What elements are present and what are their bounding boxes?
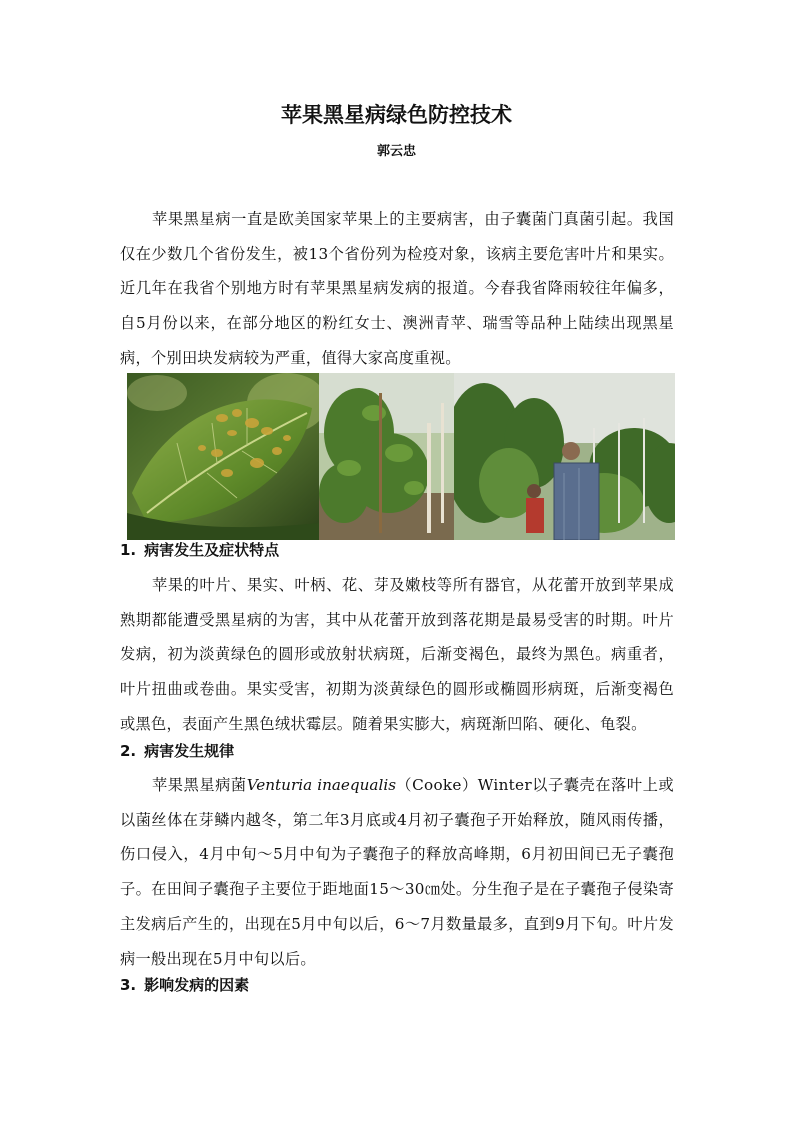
section-heading-text: 影响发病的因素 bbox=[144, 976, 250, 994]
document-title: 苹果黑星病绿色防控技术 bbox=[281, 103, 512, 127]
pathogen-latin-name: Venturia inaequalis bbox=[246, 776, 396, 794]
section-2-text-after: （Cooke）Winter以子囊壳在落叶上或以菌丝体在芽鳞内越冬，第二年3月底或4月初子囊孢子开始释放，随风雨传播，伤口侵入，4月中旬～5月中旬为子囊孢子的释放高峰期，6月初田间已无子囊孢子。在田间子囊孢子主要位于距地面15～30㎝处。分生孢子是在子囊孢子侵染寄主发病后产生的，出现在5月中旬以后，6～7月数量最多，直到9月下旬。叶片发病一般出现在5月中旬以后。 bbox=[120, 776, 674, 968]
section-2-paragraph bbox=[120, 768, 674, 976]
apple-sapling-image bbox=[319, 373, 454, 540]
diseased-leaf-photo bbox=[127, 373, 319, 540]
section-heading-1 bbox=[120, 538, 674, 562]
section-heading-3 bbox=[120, 973, 674, 997]
orchard-inspection-photo bbox=[454, 373, 675, 540]
orchard-inspection-image bbox=[454, 373, 675, 540]
section-1-paragraph: 苹果的叶片、果实、叶柄、花、芽及嫩枝等所有器官，从花蕾开放到苹果成熟期都能遭受黑星病的为害，其中从花蕾开放到落花期是最易受害的时期。叶片发病，初为淡黄绿色的圆形或放射状病斑，后渐变褐色，最终为黑色。病重者，叶片扭曲或卷曲。果实受害，初期为淡黄绿色的圆形或椭圆形病斑，后渐变褐色或黑色，表面产生黑色绒状霉层。随着果实膨大，病斑渐凹陷、硬化、龟裂。 bbox=[120, 576, 674, 733]
section-number: 2. bbox=[120, 742, 137, 760]
section-heading-text: 病害发生规律 bbox=[144, 742, 235, 760]
section-heading-text: 病害发生及症状特点 bbox=[144, 541, 280, 559]
author-name: 郭云忠 bbox=[376, 144, 416, 159]
apple-sapling-photo bbox=[319, 373, 454, 540]
section-number: 3. bbox=[120, 976, 137, 994]
section-2-text-before: 苹果黑星病菌 bbox=[152, 776, 247, 794]
section-number: 1. bbox=[120, 541, 137, 559]
diseased-leaf-image bbox=[127, 373, 319, 540]
section-heading-2 bbox=[120, 739, 674, 763]
intro-paragraph: 苹果黑星病一直是欧美国家苹果上的主要病害，由子囊菌门真菌引起。我国仅在少数几个省份发生，被13个省份列为检疫对象，该病主要危害叶片和果实。近几年在我省个别地方时有苹果黑星病发病的报道。今春我省降雨较往年偏多，自5月份以来，在部分地区的粉红女士、澳洲青苹、瑞雪等品种上陆续出现黑星病，个别田块发病较为严重，值得大家高度重视。 bbox=[120, 210, 674, 367]
